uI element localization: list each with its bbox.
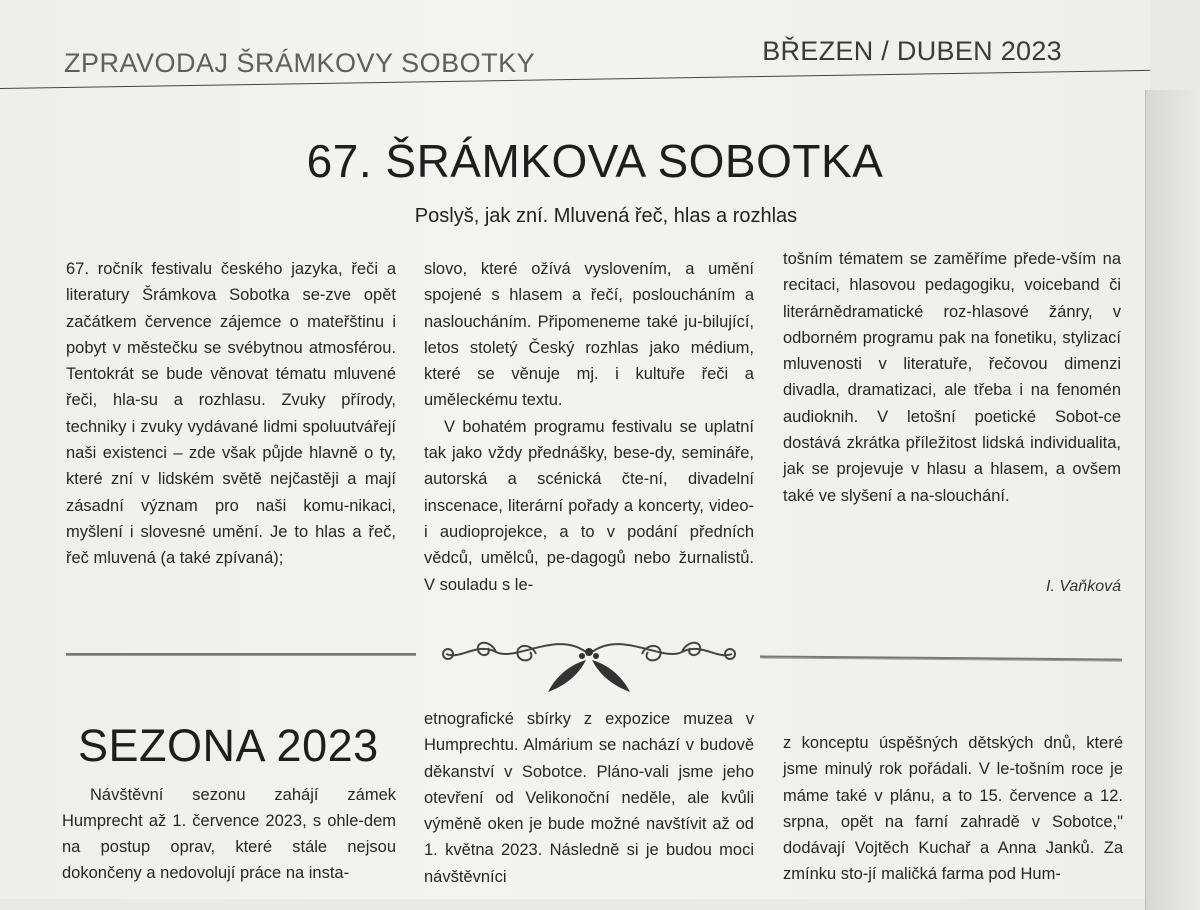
adjacent-page-edge [1145, 90, 1200, 910]
paragraph: V bohatém programu festivalu se uplatní tak jako vždy přednášky, bese-dy, semináře, autorská a scénická čte-ní, divadelní inscenace, literární pořady a koncerty, video- i audioprojekce, a to v podání předních vědců, umělců, pe-dagogů nebo žurnalistů. V souladu s le- [424, 417, 754, 594]
article-author: I. Vaňková [1045, 578, 1121, 595]
section-divider-left [66, 653, 416, 656]
article-title: 67. ŠRÁMKOVA SOBOTKA [306, 135, 884, 187]
article-column-3 [783, 246, 1121, 509]
article-column-2 [424, 256, 754, 598]
section-title: SEZONA 2023 [78, 720, 379, 771]
flourish-ornament-icon [436, 632, 742, 696]
section-divider-right [760, 655, 1122, 661]
paragraph: slovo, které ožívá vyslovením, a umění spojené s hlasem a řečí, posloucháním a nasloucháním. Připomeneme také ju-bilující, letos stoletý Český rozhlas jako médium, které se věnuje mj. i kultuře řeči a uměleckému textu. [424, 260, 754, 410]
publication-name: ZPRAVODAJ ŠRÁMKOVY SOBOTKY [64, 48, 536, 78]
section-column-1 [62, 782, 396, 886]
section-column-3 [783, 730, 1123, 888]
paragraph: 67. ročník festivalu českého jazyka, řeči a literatury Šrámkova Sobotka se-zve opět začátkem července zájemce o mateřštinu i pobyt v městečku se svébytnou atmosférou. Tentokrát se bude věnovat tématu mluvené řeči, hla-su a rozhlasu. Zvuky přírody, techniky i zvuky vydávané lidmi spoluutvářejí naši existenci – zde však půjde hlavně o ty, které zní v lidském světě nejčastěji a mají zásadní význam pro naši komu-nikaci, myšlení i slovesné umění. Je to hlas a řeč, řeč mluvená (a také zpívaná); [66, 260, 396, 568]
issue-date: BŘEZEN / DUBEN 2023 [762, 36, 1062, 66]
section-column-2 [424, 706, 754, 890]
article-column-1 [66, 256, 396, 572]
article-subtitle: Poslyš, jak zní. Mluvená řeč, hlas a rozhlas [414, 205, 798, 227]
paragraph: Návštěvní sezonu zahájí zámek Humprecht až 1. července 2023, s ohle-dem na postup oprav, které stále nejsou dokončeny a nedovolují práce na insta- [62, 786, 396, 882]
paragraph: z konceptu úspěšných dětských dnů, které jsme minulý rok pořádali. V le-tošním roce je máme také v plánu, a to 15. července a 12. srpna, opět na farní zahradě v Sobotce," dodávají Vojtěch Kuchař a Anna Janků. Za zmínku sto-jí maličká farma pod Hum- [783, 734, 1123, 884]
paragraph: tošním tématem se zaměříme přede-vším na recitaci, hlasovou pedagogiku, voiceband či literárnědramatické roz-hlasové žánry, v odborném programu pak na fonetiku, stylizací mluvenosti v literatuře, řečovou dimenzi divadla, dramatizaci, ale třeba i na fenomén audioknih. V letošní poetické Sobot-ce dostává zkrátka příležitost lidská individualita, jak se projevuje v hlasu a hlasem, a ovšem také ve slyšení a na-slouchání. [783, 250, 1121, 505]
paragraph: etnografické sbírky z expozice muzea v Humprechtu. Almárium se nachází v budově děkanství v Sobotce. Pláno-vali jsme jeho otevření od Velikonoční neděle, ale kvůli výměně oken je bude možné navštívit až od 1. května 2023. Následně si je budou moci návštěvníci [424, 710, 754, 886]
